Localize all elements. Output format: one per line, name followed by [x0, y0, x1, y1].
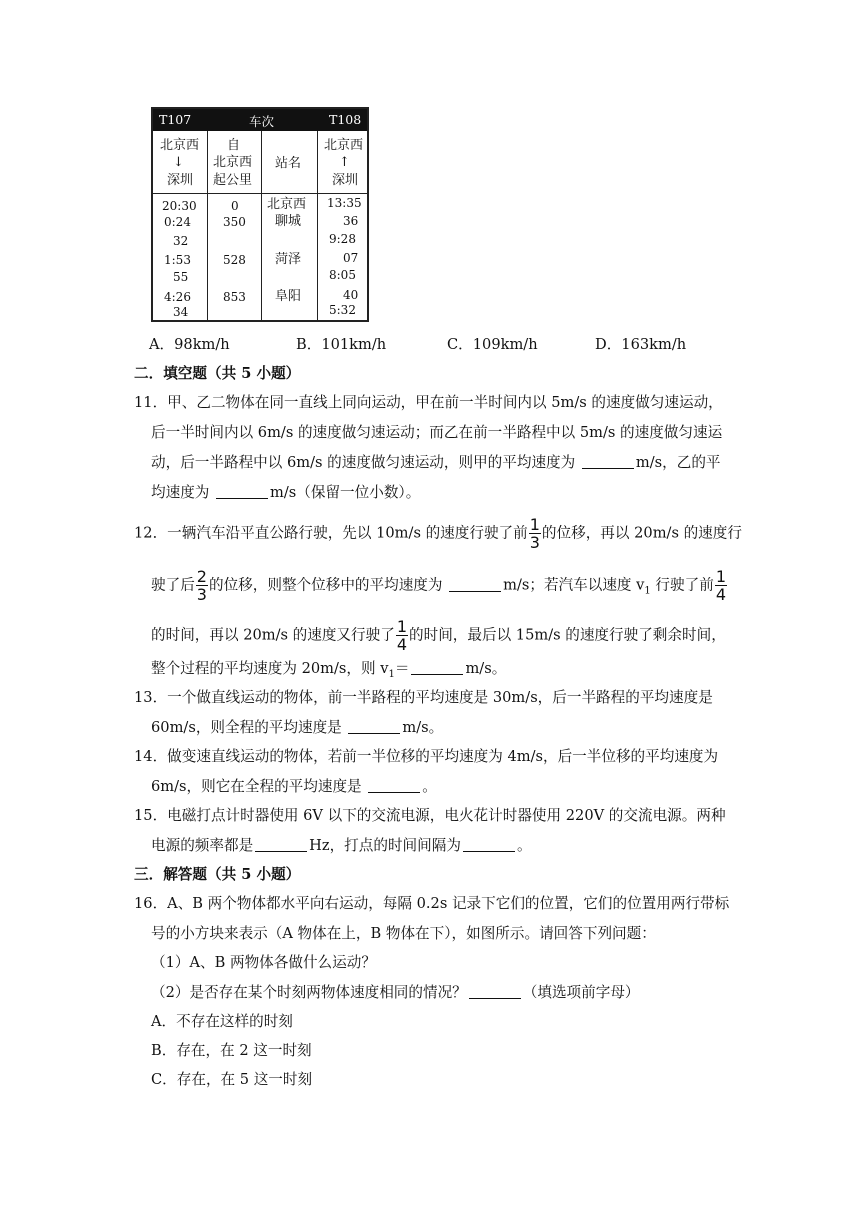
q16-line1: 16．A、B 两个物体都水平向右运动，每隔 0.2s 记录下它们的位置，它们的位置用两行带标 — [134, 895, 730, 912]
col2-line3: 起公里 — [213, 173, 253, 188]
station: 阜阳 — [275, 289, 302, 304]
q11-line2: 后一半时间内以 6m/s 的速度做匀速运动；而乙在前一半路程中以 5m/s 的速度做匀速运 — [151, 424, 723, 441]
q11-line4: 均速度为 m/s（保留一位小数）。 — [151, 484, 421, 501]
timetable-header — [153, 109, 367, 131]
answer-blank[interactable] — [582, 454, 634, 469]
answer-blank[interactable] — [255, 837, 307, 852]
q16-option-b: B．存在，在 2 这一时刻 — [151, 1042, 312, 1059]
option-c: C．109km/h — [447, 336, 538, 353]
down-time: 34 — [173, 305, 189, 319]
down-time: 20:30 — [162, 199, 197, 213]
up-time: 5:32 — [329, 303, 356, 317]
up-time: 36 — [343, 214, 359, 228]
station: 菏泽 — [275, 252, 302, 267]
distance: 528 — [223, 253, 246, 267]
q11-line3: 动，后一半路程中以 6m/s 的速度做匀速运动，则甲的平均速度为 m/s，乙的平 — [151, 454, 721, 471]
up-time: 40 — [343, 288, 359, 302]
q13-line1: 13．一个做直线运动的物体，前一半路程的平均速度是 30m/s，后一半路程的平均速度是 — [134, 689, 713, 706]
q12-line3: 的时间，再以 20m/s 的速度又行驶了 $\frac{1}{4}$ 的时间，最后以 15m/s 的速度行驶了剩余时间， — [151, 617, 726, 654]
answer-blank[interactable] — [469, 984, 521, 999]
down-time: 0:24 — [164, 215, 191, 229]
train-t108: T108 — [329, 112, 362, 127]
q16-option-a: A．不存在这样的时刻 — [151, 1013, 293, 1030]
up-time: 13:35 — [327, 196, 362, 210]
train-timetable — [151, 107, 369, 322]
up-arrow: ↑ — [339, 155, 350, 170]
section-heading-fill-blank: 二．填空题（共 5 小题） — [134, 365, 301, 382]
fraction: $\frac{1}{4}$ — [396, 617, 407, 654]
q12-line4: 整个过程的平均速度为 20m/s，则 $v_1= m/s$。 — [151, 660, 507, 680]
train-t107: T107 — [159, 112, 192, 127]
col2-line1: 自 — [227, 138, 241, 153]
col4-line1: 北京西 — [324, 138, 364, 153]
fraction: $\frac{2}{3}$ — [196, 567, 207, 604]
col1-line3: 深圳 — [167, 173, 194, 188]
up-time: 07 — [343, 251, 359, 265]
option-b: B．101km/h — [296, 336, 387, 353]
q12-line2: 驶了后 $\frac{2}{3}$ 的位移，则整个位移中的平均速度为 m/s；若汽车以速度 $v_1$ 行驶了前 $\frac{1}{4}$ — [151, 567, 726, 604]
q16-part1: （1）A、B 两物体各做什么运动？ — [151, 954, 376, 971]
col1-line1: 北京西 — [160, 138, 200, 153]
station: 北京西 — [267, 197, 307, 212]
down-time: 1:53 — [164, 253, 191, 267]
station: 聊城 — [275, 214, 302, 229]
station-header: 站名 — [275, 156, 302, 171]
q14-line1: 14．做变速直线运动的物体，若前一半位移的平均速度为 4m/s，后一半位移的平均速度为 — [134, 748, 719, 765]
down-time: 55 — [173, 270, 189, 284]
answer-blank[interactable] — [348, 719, 400, 734]
train-number-label: 车次 — [249, 114, 275, 129]
down-time: 32 — [173, 234, 189, 248]
fraction: $\frac{1}{3}$ — [529, 515, 540, 552]
up-time: 9:28 — [329, 232, 356, 246]
answer-blank[interactable] — [449, 577, 501, 592]
answer-blank[interactable] — [216, 484, 268, 499]
q12-line1: 12．一辆汽车沿平直公路行驶，先以 10m/s 的速度行驶了前 $\frac{1}{3}$ 的位移，再以 20m/s 的速度行 — [134, 515, 742, 552]
up-time: 8:05 — [329, 268, 356, 282]
header-row-divider — [153, 193, 367, 194]
col4-line3: 深圳 — [332, 173, 359, 188]
q13-line2: 60m/s，则全程的平均速度是 m/s。 — [151, 719, 444, 736]
distance: 853 — [223, 290, 246, 304]
col2-line2: 北京西 — [213, 155, 253, 170]
option-d: D．163km/h — [595, 336, 687, 353]
section-heading-solve: 三．解答题（共 5 小题） — [134, 866, 301, 883]
fraction: $\frac{1}{4}$ — [715, 567, 726, 604]
answer-blank[interactable] — [411, 660, 463, 675]
option-a: A．98km/h — [149, 336, 230, 353]
down-arrow: ↓ — [173, 155, 184, 170]
q15-line2: 电源的频率都是 Hz，打点的时间间隔为 。 — [151, 837, 532, 854]
answer-blank[interactable] — [463, 837, 515, 852]
q16-part2: （2）是否存在某个时刻两物体速度相同的情况？ （填选项前字母） — [151, 984, 640, 1001]
distance: 0 — [231, 199, 239, 213]
down-time: 4:26 — [164, 290, 191, 304]
q14-line2: 6m/s，则它在全程的平均速度是 。 — [151, 778, 437, 795]
q16-option-c: C．存在，在 5 这一时刻 — [151, 1071, 313, 1088]
answer-blank[interactable] — [368, 778, 420, 793]
distance: 350 — [223, 215, 246, 229]
q15-line1: 15．电磁打点计时器使用 6V 以下的交流电源，电火花计时器使用 220V 的交流电源。两种 — [134, 807, 726, 824]
q16-line2: 号的小方块来表示（A 物体在上，B 物体在下），如图所示。请回答下列问题： — [151, 925, 656, 942]
q11-line1: 11．甲、乙二物体在同一直线上同向运动，甲在前一半时间内以 5m/s 的速度做匀速运动， — [134, 394, 723, 411]
